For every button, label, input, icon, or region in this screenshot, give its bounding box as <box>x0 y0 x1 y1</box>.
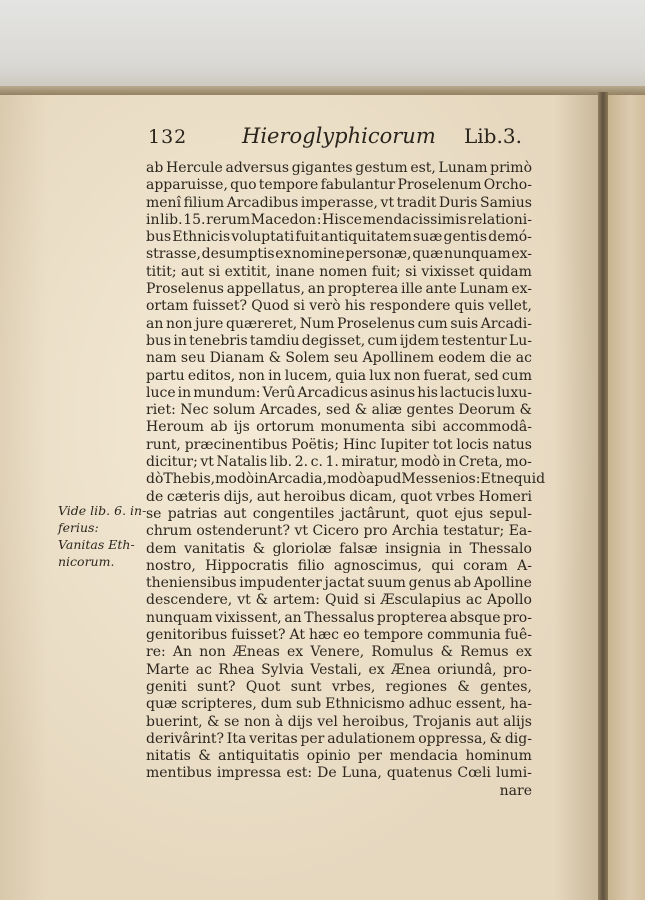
text-line: partu editos, non in lucem, quia lux non fuerat, sed cum <box>146 367 532 384</box>
book-number: Lib.3. <box>464 124 522 148</box>
text-line: luce in mundum: Verû Arcadicus asinus his lactucis luxu- <box>146 384 532 401</box>
text-line: theniensibus impudenter jactat suum genus ab Apolline <box>146 575 532 592</box>
marginal-note-line: Vanitas Eth- <box>58 537 135 552</box>
text-line: runt, præcinentibus Poëtis; Hinc Iupiter tot locis natus <box>146 436 532 453</box>
marginal-note-line: nicorum. <box>58 554 115 569</box>
text-line: menî filium Arcadibus imperasse, vt tradit Duris Samius <box>146 194 532 211</box>
text-line: bus Ethnicis voluptati fuit antiquitatem suæ gentis demó- <box>146 229 532 246</box>
marginal-note-line: Vide lib. 6. in- <box>58 503 147 518</box>
text-line: buerint, & se non à dijs vel heroibus, Trojanis aut alijs <box>146 713 532 730</box>
text-line: nostro, Hippocratis filio agnoscimus, qui coram A- <box>146 557 532 574</box>
text-line: de cæteris dijs, aut heroibus dicam, quot vrbes Homeri <box>146 488 532 505</box>
text-line: riet: Nec solum Arcades, sed & aliæ gentes Deorum & <box>146 402 532 419</box>
body-text <box>146 160 546 800</box>
text-line: Marte ac Rhea Sylvia Vestali, ex Ænea oriundâ, pro- <box>146 661 532 678</box>
text-line: mentibus impressa est: De Luna, quatenus Cœli lumi- <box>146 765 532 782</box>
text-line: quæ scripteres, dum sub Ethnicismo adhuc essent, ha- <box>146 696 532 713</box>
text-line: nitatis & antiquitatis opinio per mendacia hominum <box>146 748 532 765</box>
text-line: titit; aut si extitit, inane nomen fuit; si vixisset quidam <box>146 263 532 280</box>
text-line: dicitur; vt Natalis lib. 2. c. 1. miratur, modò in Creta, mo- <box>146 454 532 471</box>
text-line: descendere, vt & artem: Quid si Æsculapius ac Apollo <box>146 592 532 609</box>
text-line: re: An non Æneas ex Venere, Romulus & Remus ex <box>146 644 532 661</box>
text-line: strasse, desumptis ex nomine personæ, quæ nunquam ex- <box>146 246 532 263</box>
marginal-note-line: ferius: <box>58 520 99 535</box>
text-line: Heroum ab ijs ortorum monumenta sibi accommodâ- <box>146 419 532 436</box>
catchword: nare <box>499 782 532 799</box>
book-gutter <box>598 92 608 900</box>
text-line: ortam fuisset? Quod si verò his respondere quis vellet, <box>146 298 532 315</box>
background-surface <box>0 0 645 95</box>
facing-page-edge <box>608 95 645 900</box>
text-line: dò Thebis, modò in Arcadia, modò apud Messenios: Et ne quid <box>146 471 546 488</box>
page-number: 132 <box>148 126 188 148</box>
text-line: derivârint? Ita veritas per adulationem oppressa, & dig- <box>146 730 532 747</box>
text-line: apparuisse, quo tempore fabulantur Proselenum Orcho- <box>146 177 532 194</box>
text-line: Proselenus appellatus, an propterea ille ante Lunam ex- <box>146 281 532 298</box>
text-line: an non jure quæreret, Num Proselenus cum suis Arcadi- <box>146 315 532 332</box>
text-line: nam seu Dianam & Solem seu Apollinem eodem die ac <box>146 350 532 367</box>
running-title: Hieroglyphicorum <box>242 124 436 148</box>
text-line: chrum ostenderunt? vt Cicero pro Archia testatur; Ea- <box>146 523 532 540</box>
text-line: bus in tenebris tamdiu degisset, cum ijdem testentur Lu- <box>146 332 532 349</box>
text-line: nunquam vixissent, an Thessalus propterea absque pro- <box>146 609 532 626</box>
text-line: geniti sunt? Quot sunt vrbes, regiones & gentes, <box>146 678 532 695</box>
text-line: se patrias aut congentiles jactârunt, quot ejus sepul- <box>146 505 532 522</box>
page-header <box>0 126 602 156</box>
text-line: dem vanitatis & gloriolæ falsæ insignia in Thessalo <box>146 540 532 557</box>
text-line: genitoribus fuisset? At hæc eo tempore communia fuê- <box>146 627 532 644</box>
marginal-note <box>58 502 150 570</box>
text-line: ab Hercule adversus gigantes gestum est, Lunam primò <box>146 160 532 176</box>
text-line: in lib. 15. rerum Macedon : Hisce mendacissimis relationi- <box>146 211 532 228</box>
